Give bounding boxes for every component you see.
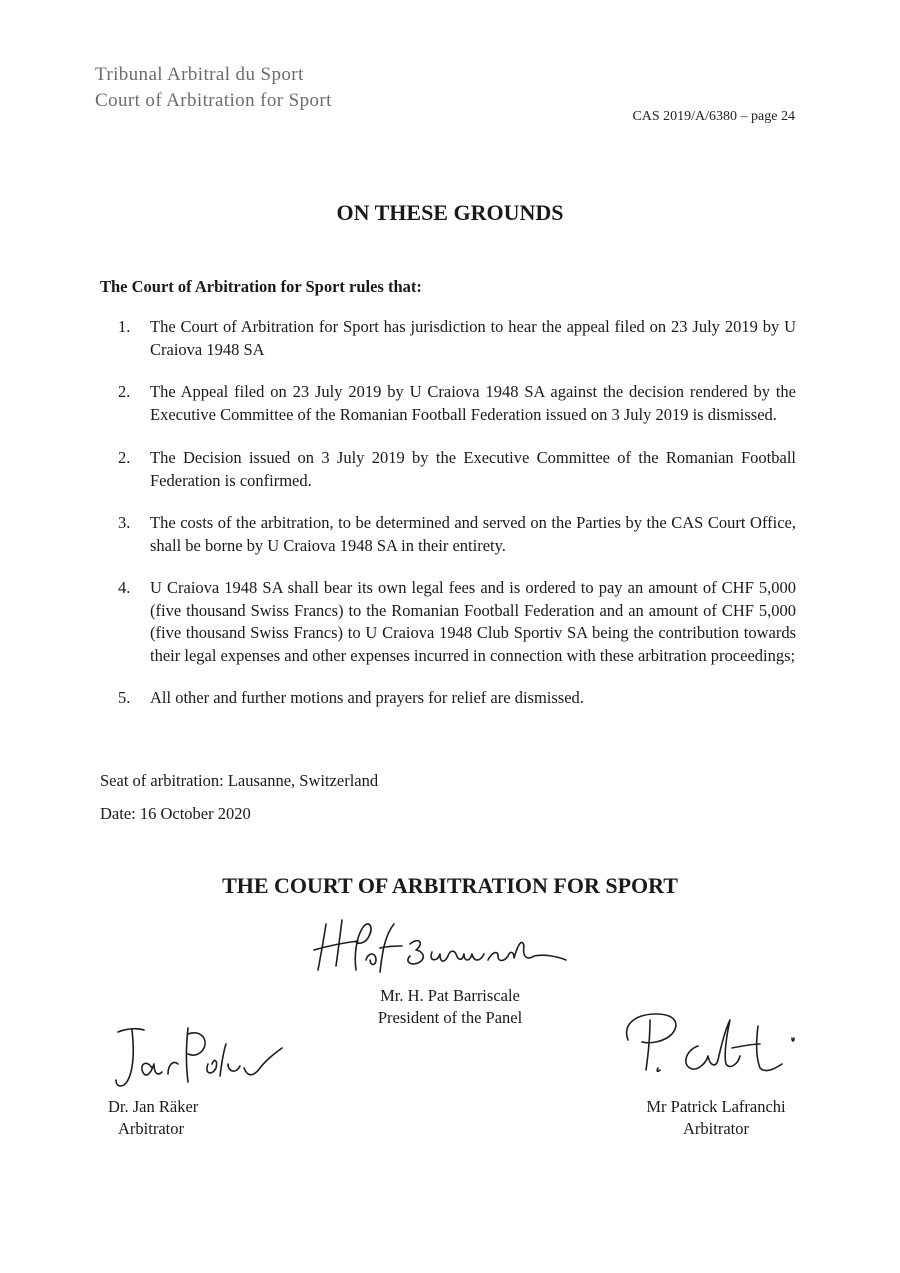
- president-block: [300, 985, 600, 1029]
- left-arbitrator-name: Dr. Jan Räker: [108, 1097, 199, 1116]
- left-arbitrator-role: Arbitrator: [118, 1119, 184, 1138]
- tribunal-header: [95, 62, 332, 114]
- ruling-item: [112, 512, 796, 557]
- rulings-list: [112, 316, 796, 710]
- court-title: THE COURT OF ARBITRATION FOR SPORT: [222, 873, 678, 898]
- right-arbitrator-name: Mr Patrick Lafranchi: [646, 1097, 786, 1116]
- ruling-text: U Craiova 1948 SA shall bear its own legal fees and is ordered to pay an amount of CHF 5,000 (five thousand Swiss Francs) to the Romanian Football Federation and an amount of CHF 5,000 (five thousand Swiss Francs) to U Craiova 1948 Club Sportiv SA being the contribution towards their legal expenses and other expenses incurred in connection with these arbitration proceedings;: [150, 578, 796, 665]
- right-arbitrator-block: [616, 1096, 816, 1140]
- seat-of-arbitration: Seat of arbitration: Lausanne, Switzerland: [100, 771, 379, 790]
- ruling-number: 4.: [118, 578, 131, 597]
- ruling-item: [112, 577, 796, 667]
- right-arbitrator-signature: [620, 1010, 802, 1082]
- decision-date: Date: 16 October 2020: [100, 804, 251, 823]
- ruling-number: 2.: [118, 448, 131, 467]
- left-arbitrator-block: [108, 1096, 198, 1140]
- ruling-text: All other and further motions and prayers for relief are dismissed.: [150, 688, 584, 707]
- header-line-french: Tribunal Arbitral du Sport: [95, 64, 304, 85]
- left-arbitrator-signature: [108, 1024, 284, 1094]
- ruling-number: 2.: [118, 382, 131, 401]
- right-arbitrator-role: Arbitrator: [683, 1119, 749, 1138]
- ruling-text: The Appeal filed on 23 July 2019 by U Craiova 1948 SA against the decision rendered by the Executive Committee of the Romanian Football Federation issued on 3 July 2019 is dismissed.: [150, 382, 796, 424]
- ruling-text: The costs of the arbitration, to be determined and served on the Parties by the CAS Court Office, shall be borne by U Craiova 1948 SA in their entirety.: [150, 513, 796, 555]
- ruling-number: 3.: [118, 513, 131, 532]
- ruling-number: 1.: [118, 317, 131, 336]
- section-title: ON THESE GROUNDS: [336, 200, 564, 225]
- ruling-text: The Decision issued on 3 July 2019 by the Executive Committee of the Romanian Football Federation is confirmed.: [150, 448, 796, 490]
- ruling-item: [112, 687, 796, 710]
- ruling-text: The Court of Arbitration for Sport has jurisdiction to hear the appeal filed on 23 July 2019 by U Craiova 1948 SA: [150, 317, 796, 359]
- ruling-item: [112, 316, 796, 361]
- ruling-item: [112, 381, 796, 426]
- president-signature: [312, 916, 568, 978]
- ruling-number: 5.: [118, 688, 131, 707]
- president-name: Mr. H. Pat Barriscale: [380, 986, 520, 1005]
- header-line-english: Court of Arbitration for Sport: [95, 90, 332, 111]
- president-role: President of the Panel: [377, 1008, 523, 1027]
- rulings-intro: The Court of Arbitration for Sport rules that:: [100, 277, 422, 296]
- case-page-reference: CAS 2019/A/6380 – page 24: [632, 109, 795, 124]
- ruling-item: [112, 447, 796, 492]
